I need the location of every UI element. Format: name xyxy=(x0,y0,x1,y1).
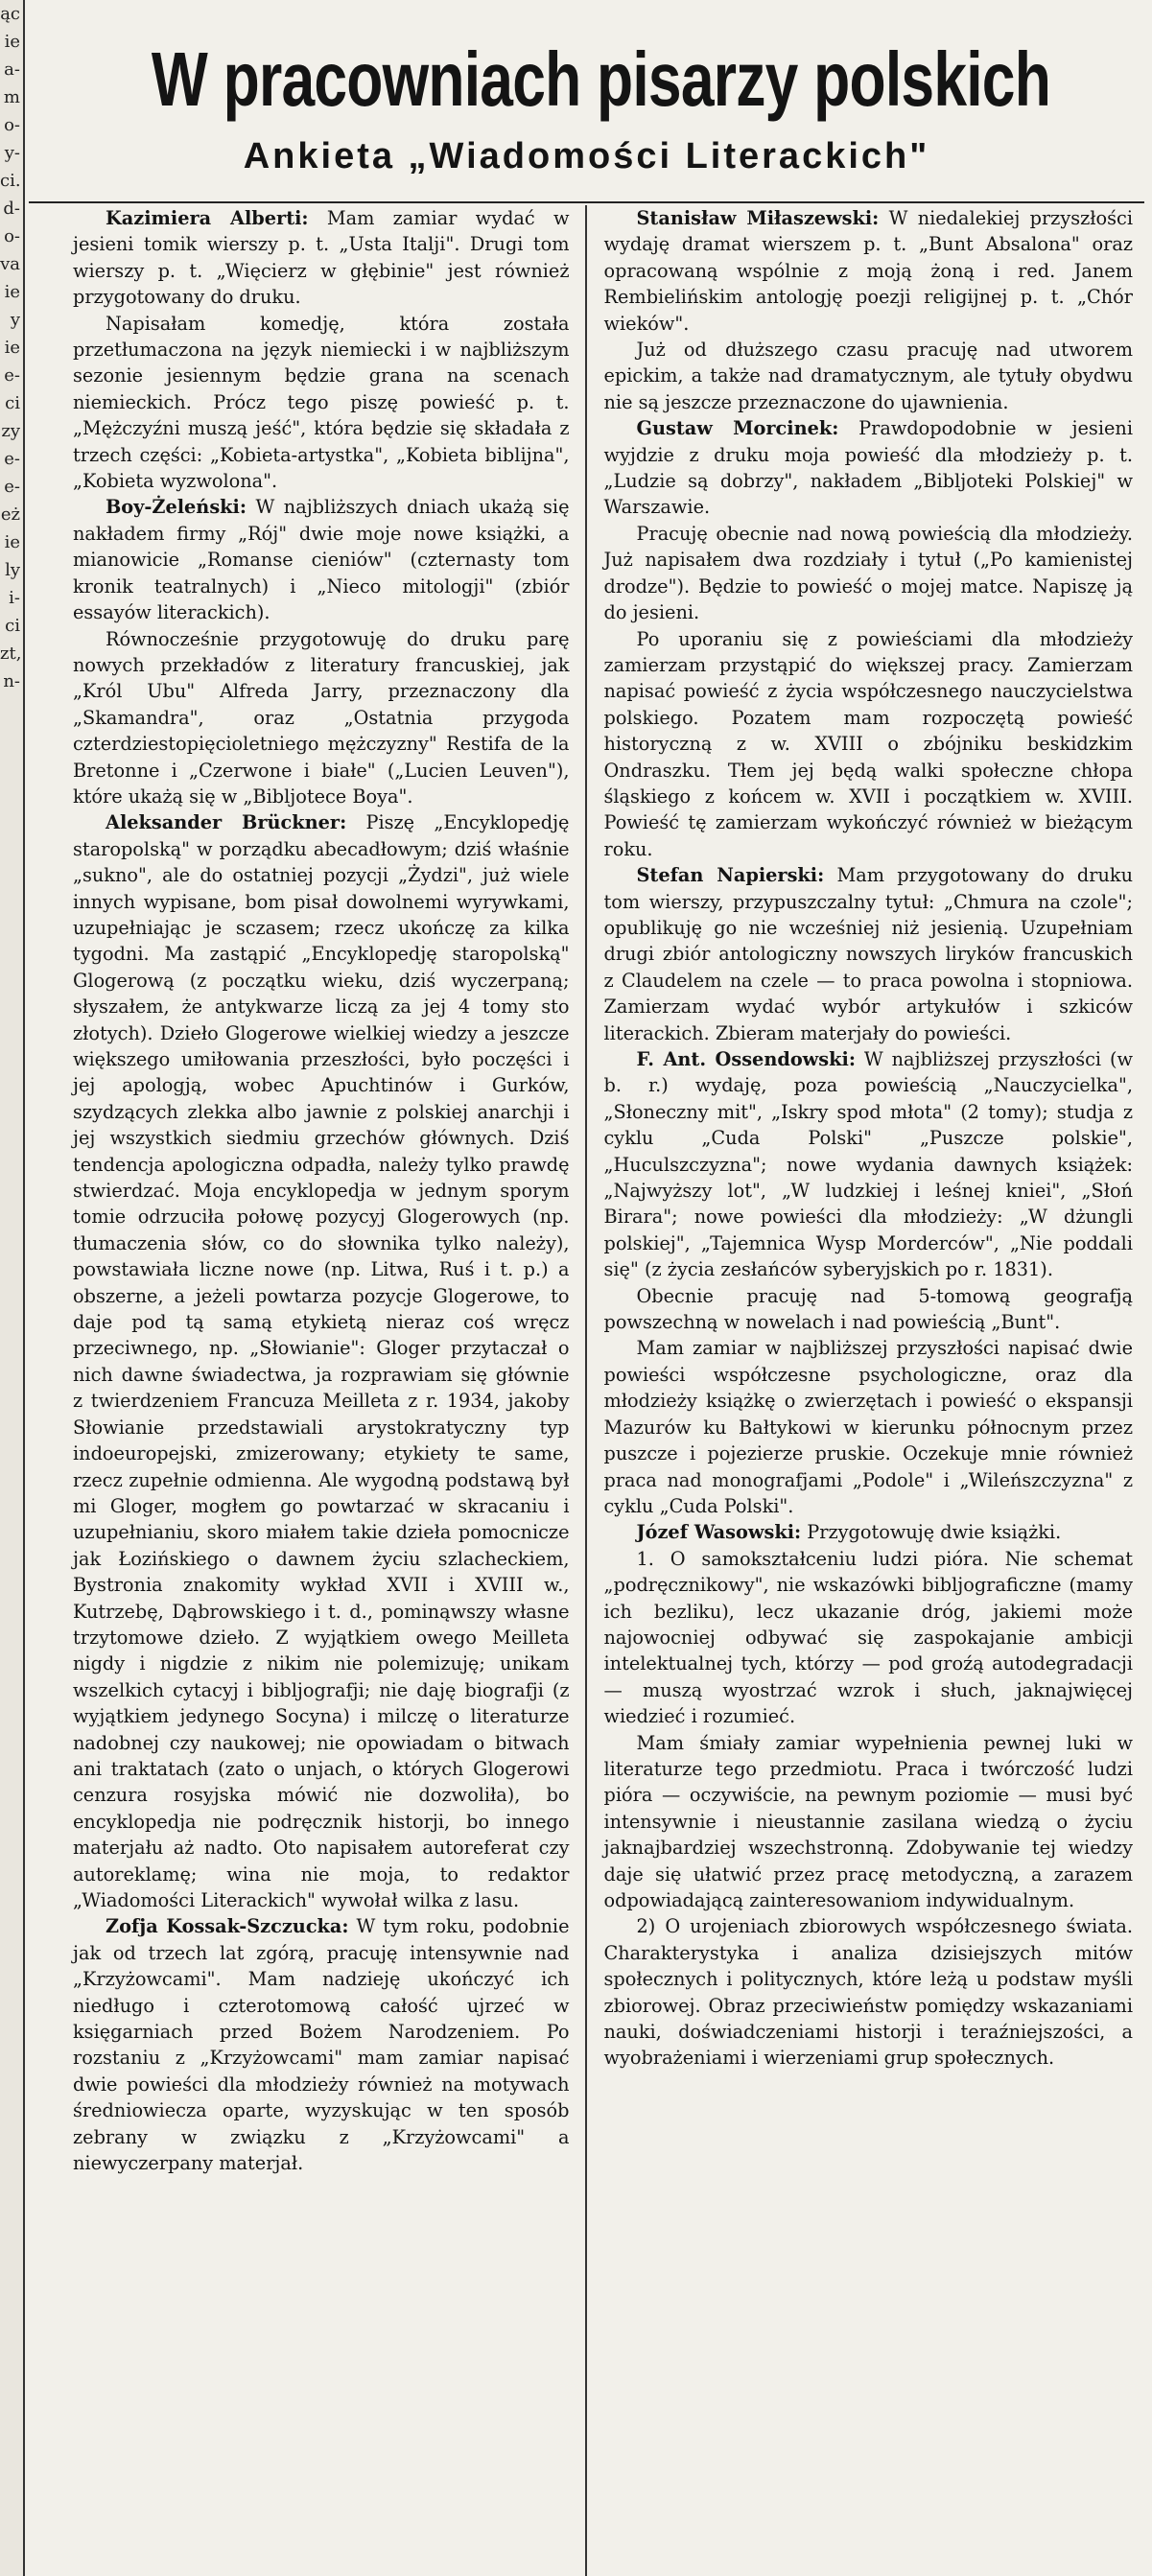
edge-fragment: e- xyxy=(4,477,20,497)
paragraph xyxy=(604,1519,1134,1545)
paragraph-text: Obecnie pracuję nad 5-tomową geografją powszechną w nowelach i nad powieścią „Bunt". xyxy=(603,1284,1133,1334)
paragraph xyxy=(73,494,570,625)
edge-fragment: m xyxy=(3,87,20,107)
edge-fragment: o- xyxy=(4,115,20,135)
author-name: Stefan Napierski: xyxy=(636,864,825,887)
paragraph xyxy=(604,1913,1134,2071)
author-name: Józef Wasowski: xyxy=(636,1521,802,1544)
paragraph xyxy=(73,311,570,495)
paragraph xyxy=(73,205,570,311)
edge-fragment: ie xyxy=(4,338,20,358)
edge-fragment: ci xyxy=(5,616,20,636)
paragraph xyxy=(604,862,1134,1046)
edge-fragment: ly xyxy=(5,560,20,580)
left-edge-strip xyxy=(0,0,25,2576)
edge-fragment: ci. xyxy=(0,171,21,191)
author-name: Kazimiera Alberti: xyxy=(106,207,309,229)
edge-fragment: ie xyxy=(4,532,20,552)
edge-fragment: eż xyxy=(0,504,20,525)
paragraph xyxy=(73,809,570,1913)
paragraph-text: W najbliższych dniach ukażą się nakładem firmy „Rój" dwie moje nowe książki, a mianowicie „Romanse cieniów" (czternasty tom kronik teatralnych) i „Nieco mitologji" (zbiór essayów literackich). xyxy=(73,496,570,624)
page-title: W pracowniach pisarzy polskich xyxy=(151,36,1051,122)
paragraph-text: Równocześnie przygotowuję do druku parę nowych przekładów z literatury francuskiej, jak „Król Ubu" Alfreda Jarry, przeznaczony dla „Skamandra", oraz „Ostatnia przygoda czterdziestopięcioletniego mężczyzny" Restifa de la Bretonne i „Czerwone i białe" („Lucien Leuven"), które ukażą się w „Bibljotece Boya". xyxy=(73,627,570,808)
paragraph-text: Mam zamiar wydać w jesieni tomik wierszy p. t. „Usta Italji". Drugi tom wierszy p. t. „Więcierz w głębinie" jest również przygotowany do druku. xyxy=(73,207,570,309)
paragraph-text: Przygotowuję dwie książki. xyxy=(807,1521,1062,1544)
left-column xyxy=(29,205,587,2576)
paragraph-text: Mam przygotowany do druku tom wierszy, przypuszczalny tytuł: „Chmura na czole"; opublikuję go nie wcześniej niż jesienią. Uzupełniam drugi zbiór antologiczny nowszych liryków francuskich z Claudelem na czele — to praca powolna i stopniowa. Zamierzam wydać wybór artykułów i szkiców literackich. Zbieram materjały do powieści. xyxy=(603,864,1134,1044)
paragraph xyxy=(604,205,1134,337)
paragraph-text: W tym roku, podobnie jak od trzech lat zgórą, pracuję intensywnie nad „Krzyżowcami". Mam nadzieję ukończyć ich niedługo i czterotomową całość ujrzeć w księgarniach przed Bożem Narodzeniem. Po rozstaniu z „Krzyżowcami" mam zamiar napisać dwie powieści dla młodzieży również na motywach średniowiecza oparte, wyzyskując w ten sposób zebrany w związku z „Krzyżowcami" a niewyczerpany materjał. xyxy=(73,1915,570,2175)
edge-fragment: zy xyxy=(1,421,20,441)
paragraph-text: Już od dłuższego czasu pracuję nad utworem epickim, a także nad dramatycznym, ale tytuły obydwu nie są jeszcze przeznaczone do ujawnienia. xyxy=(603,339,1133,413)
edge-fragment: ci xyxy=(5,393,20,413)
edge-fragment: va xyxy=(0,254,20,274)
paragraph-text: 1. O samokształceniu ludzi pióra. Nie schemat „podręcznikowy", nie wskazówki bibljograficzne (mamy ich bezliku), lecz ukazanie dróg, jakiemi może najowocniej odbywać się zaspokajanie ambicji intelektualnej tych, którzy — pod groźą autodegradacji — muszą wyostrzać wzrok i słuch, jaknajwięcej wiedzieć i rozumieć. xyxy=(603,1547,1133,1728)
edge-fragment: d- xyxy=(3,199,20,219)
edge-fragment: a- xyxy=(4,59,20,80)
paragraph xyxy=(604,337,1134,415)
article-columns xyxy=(29,205,1144,2576)
paragraph-text: W najbliższej przyszłości (w b. r.) wydaję, poza powieścią „Nauczycielka", „Słoneczny mit", „Iskry spod młota" (2 tomy); studja z cyklu „Cuda Polski" „Puszcze polskie", „Huculszczyzna"; nowe wydania dawnych książek: „Najwyższy lot", „W ludzkiej i leśnej kniei", „Słoń Birara"; nowe powieści dla młodzieży: „W dżungli polskiej", „Tajemnica Wysp Morderców", „Nie poddali się" (z życia zesłańców syberyjskich po r. 1831). xyxy=(603,1048,1133,1281)
edge-fragment: ąc xyxy=(0,4,20,24)
paragraph xyxy=(73,626,570,810)
edge-fragment: ie xyxy=(4,282,20,302)
paragraph xyxy=(604,1335,1134,1519)
paragraph-text: W niedalekiej przyszłości wydaję dramat wierszem p. t. „Bunt Absalona" oraz opracowaną wspólnie z moją żoną i red. Janem Rembielińskim antologję poezji religijnej p. t. „Chór wieków". xyxy=(603,207,1133,335)
edge-fragment: ie xyxy=(4,32,20,52)
edge-fragment: e- xyxy=(4,449,20,469)
paragraph xyxy=(604,415,1134,521)
paragraph-text: Mam zamiar w najbliższej przyszłości napisać dwie powieści współczesne psychologiczne, oraz dla młodzieży książkę o zwierzętach i powieść o ekspansji Mazurów ku Bałtykowi w kierunku północnym przez puszcze i pojezierze pruskie. Oczekuje mnie również praca nad monografjami „Podole" i „Wileńszczyzna" z cyklu „Cuda Polski". xyxy=(603,1337,1133,1517)
edge-fragment: y- xyxy=(4,143,20,163)
author-name: Boy-Żeleński: xyxy=(106,496,247,519)
paragraph-text: Napisałam komedję, która została przetłumaczona na język niemiecki i w najbliższym sezonie jesiennym będzie grana na scenach niemieckich. Prócz tego piszę powieść p. t. „Mężczyźni muszą jeść", która będzie się składała z trzech części: „Kobieta-artystka", „Kobieta biblijna", „Kobieta wyzwolona". xyxy=(73,312,570,493)
paragraph-text: Prawdopodobnie w jesieni wyjdzie z druku moja powieść dla młodzieży p. t. „Ludzie są dobrzy", nakładem „Bibljoteki Polskiej" w Warszawie. xyxy=(603,417,1133,519)
paragraph-text: Po uporaniu się z powieściami dla młodzieży zamierzam przystąpić do większej pracy. Zamierzam napisać powieść z życia współczesnego nauczycielstwa polskiego. Pozatem mam rozpoczętą powieść historyczną z w. XVIII o zbójniku beskidzkim Ondraszku. Tłem jej będą walki społeczne chłopa śląskiego z końcem w. XVII i początkiem w. XVIII. Powieść tę zamierzam wykończyć również w bieżącym roku. xyxy=(603,627,1133,860)
edge-fragment: o- xyxy=(4,226,20,246)
paragraph xyxy=(73,1913,570,2176)
edge-fragment: zt, xyxy=(0,644,22,664)
paragraph xyxy=(604,521,1134,626)
paragraph xyxy=(604,1283,1134,1336)
paragraph-text: 2) O urojeniach zbiorowych współczesnego świata. Charakterystyka i analiza dzisiejszych mitów społecznych i politycznych, które leżą u podstaw myśli zbiorowej. Obraz przeciwieństw pomiędzy wskazaniami nauki, doświadczeniami historji i teraźniejszości, a wyobrażeniami i wierzeniami grup społecznych. xyxy=(603,1915,1133,2070)
paragraph xyxy=(604,1546,1134,1730)
edge-fragment: e- xyxy=(4,365,20,386)
paragraph xyxy=(604,626,1134,863)
paragraph xyxy=(604,1730,1134,1914)
paragraph-text: Mam śmiały zamiar wypełnienia pewnej luki w literaturze tego przedmiotu. Praca i twórczość ludzi pióra — oczywiście, na pewnym poziomie — musi być intensywnie i nieustannie zasilana wiedzą o życiu jaknajbardziej wszechstronną. Zdobywanie tej wiedzy daje się ułatwić przez pracę metodyczną, a zarazem odpowiadającą zainteresowaniom indywidualnym. xyxy=(603,1731,1133,1911)
author-name: Stanisław Miłaszewski: xyxy=(636,207,880,229)
author-name: Aleksander Brückner: xyxy=(106,811,347,834)
article-header xyxy=(29,0,1144,203)
author-name: Zofja Kossak-Szczucka: xyxy=(106,1915,349,1938)
paragraph-text: Piszę „Encyklopedję staropolską" w porządku abecadłowym; dziś właśnie „sukno", ale do ostatniej pozycji „Żydzi", już wiele innych wypisane, bom pisał dowolnemi wyrywkami, uzupełniając je sczasem; rzecz ukończę za kilka tygodni. Ma zastąpić „Encyklopedję staropolską" Glogerową (z początku wieku, dziś wyczerpaną; słyszałem, że antykwarze liczą za jej 4 tomy sto złotych). Dzieło Glogerowe wielkiej wiedzy a jeszcze większego umiłowania przeszłości, było poczęści i jej apologją, wobec Apuchtinów i Gurków, szydzących zlekka albo jawnie z polskiej anarchji i jej wszystkich siedmiu grzechów głównych. Dziś tendencja apologiczna odpadła, należy tylko prawdę stwierdzać. Moja encyklopedja w jednym sporym tomie odrzuciła połowę pozycyj Glogerowych (np. tłumaczenia słów, co do słownika tylko należy), powstawiała liczne nowe (np. Litwa, Ruś i t. p.) a obszerne, a jeżeli powtarza pozycje Glogerowe, to daje pod tą samą etykietą nieraz coś wręcz przeciwnego, np. „Słowianie": Gloger przytaczał o nich dawne świadectwa, ja rozprawiam się głównie z twierdzeniem Francuza Meilleta z r. 1934, jakoby Słowianie przedstawiali arystokratyczny typ indoeuropejski, zmizerowany; etykiety te same, rzecz zupełnie odmienna. Ale wygodną podstawą był mi Gloger, mogłem go powtarzać w skracaniu i uzupełnianiu, skoro miałem takie dzieła pomocnicze jak Łozińskiego o dawnem życiu szlacheckiem, Bystronia znakomity wykład XVII i XVIII w., Kutrzebę, Dąbrowskiego i t. d., pominąwszy własne trzytomowe dzieło. Z wyjątkiem owego Meilleta nigdy i nigdzie z nikim nie polemizuję; unikam wszelkich cytacyj i bibljografji; nie daję biografji (z wyjątkiem jedynego Socyna) i milczę o literaturze nadobnej czy naukowej; nie opowiadam o bitwach ani traktatach (zato o unjach, o których Glogerowi cenzura rosyjska mówić nie dozwoliła), bo encyklopedja nie podręcznik historji, bo innego materjału aż nadto. Oto napisałem autoreferat czy autoreklamę; wina nie moja, to redaktor „Wiadomości Literackich" wywołał wilka z lasu. xyxy=(73,811,570,1911)
edge-fragment: n- xyxy=(3,671,20,691)
author-name: F. Ant. Ossendowski: xyxy=(636,1048,856,1070)
author-name: Gustaw Morcinek: xyxy=(636,417,839,440)
right-column xyxy=(587,205,1145,2576)
edge-fragment: y xyxy=(10,310,20,330)
paragraph-text: Pracuję obecnie nad nową powieścią dla młodzieży. Już napisałem dwa rozdziały i tytuł („Po kamienistej drodze"). Będzie to powieść o mojej matce. Napiszę ją do jesieni. xyxy=(603,522,1133,624)
edge-fragment: i- xyxy=(9,588,20,608)
page-subtitle: Ankieta „Wiadomości Literackich" xyxy=(243,136,930,176)
paragraph xyxy=(604,1046,1134,1283)
